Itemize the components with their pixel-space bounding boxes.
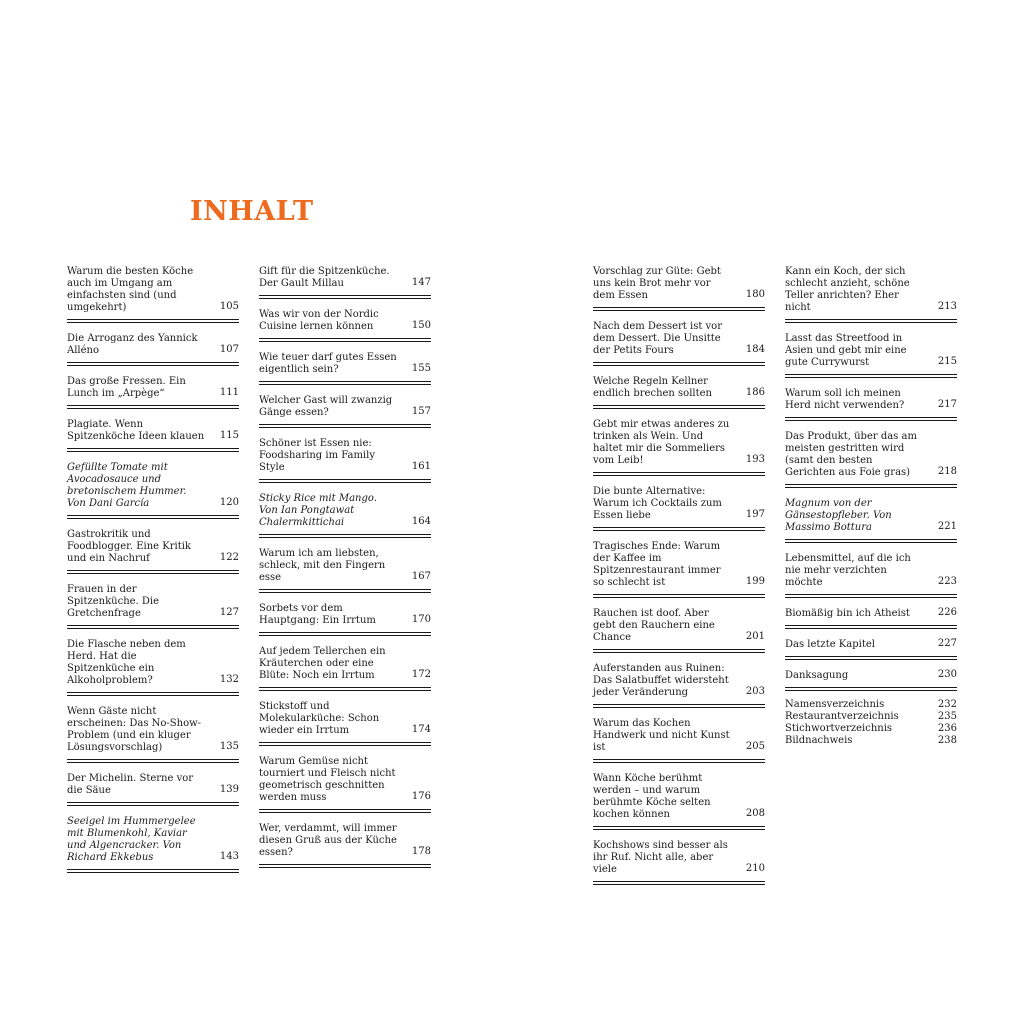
toc-entry-page: 150 — [411, 320, 431, 331]
toc-entry-title: Der Michelin. Sterne vor die Säue — [67, 773, 194, 796]
entry-divider — [785, 417, 957, 421]
index-entry-page: 236 — [937, 723, 957, 734]
toc-entry[interactable] — [593, 716, 765, 759]
toc-entry-page: 223 — [937, 576, 957, 587]
toc-entry[interactable] — [593, 264, 765, 307]
toc-entry-page: 120 — [219, 497, 239, 508]
entry-divider — [785, 484, 957, 488]
toc-entry-page: 218 — [937, 466, 957, 477]
entry-divider — [785, 687, 957, 691]
toc-entry[interactable] — [593, 417, 765, 472]
toc-entry[interactable] — [259, 821, 431, 864]
toc-entry-title: Seeigel im Hummergelee mit Blumenkohl, Kaviar und Algencracker. Von Richard Ekkebus — [67, 816, 196, 863]
toc-column-4 — [785, 264, 957, 747]
toc-entry-page: 143 — [219, 851, 239, 862]
entry-divider — [785, 625, 957, 629]
entry-divider — [593, 704, 765, 708]
entry-divider — [67, 362, 239, 366]
index-list — [785, 699, 957, 747]
index-entry-title: Restaurantverzeichnis — [785, 711, 899, 722]
toc-entry-page: 147 — [411, 277, 431, 288]
toc-entry-page: 205 — [745, 741, 765, 752]
toc-entry[interactable] — [593, 838, 765, 881]
entry-divider — [67, 448, 239, 452]
entry-divider — [593, 826, 765, 830]
toc-entry[interactable] — [785, 637, 957, 656]
toc-entry-title: Das große Fressen. Ein Lunch im „Arpège“ — [67, 376, 186, 399]
toc-entry-page: 193 — [745, 454, 765, 465]
toc-entry[interactable] — [785, 429, 957, 484]
toc-entry-page: 161 — [411, 461, 431, 472]
toc-entry[interactable] — [67, 582, 239, 625]
toc-entry-title: Biomäßig bin ich Atheist — [785, 608, 910, 619]
toc-entry-title: Sticky Rice mit Mango. Von Ian Pongtawat Chalermkittichai — [259, 493, 377, 528]
toc-entry[interactable] — [259, 264, 431, 295]
toc-entry-page: 167 — [411, 571, 431, 582]
toc-entry-page: 186 — [745, 387, 765, 398]
toc-entry-page: 176 — [411, 791, 431, 802]
toc-entry[interactable] — [593, 771, 765, 826]
entry-divider — [593, 472, 765, 476]
toc-entry[interactable] — [67, 814, 239, 869]
toc-entry[interactable] — [593, 539, 765, 594]
toc-entry-title: Warum Gemüse nicht tourniert und Fleisch nicht geometrisch geschnitten werden muss — [259, 756, 396, 803]
toc-entry-page: 127 — [219, 607, 239, 618]
toc-entry-title: Warum soll ich meinen Herd nicht verwenden? — [785, 388, 905, 411]
entry-divider — [593, 594, 765, 598]
toc-entry-title: Auf jedem Tellerchen ein Kräuterchen oder eine Blüte: Noch ein Irrtum — [259, 646, 386, 681]
entry-divider — [593, 881, 765, 885]
index-entry[interactable] — [785, 699, 957, 711]
toc-entry-title: Wie teuer darf gutes Essen eigentlich sein? — [259, 352, 397, 375]
toc-entry-page: 208 — [745, 808, 765, 819]
index-entry-page: 238 — [937, 735, 957, 746]
toc-entry[interactable] — [259, 699, 431, 742]
toc-entry-page: 115 — [219, 430, 239, 441]
toc-entry[interactable] — [67, 771, 239, 802]
toc-entry-page: 139 — [219, 784, 239, 795]
toc-entry[interactable] — [67, 704, 239, 759]
toc-entry[interactable] — [785, 668, 957, 687]
toc-entry[interactable] — [67, 527, 239, 570]
toc-entry-title: Magnum von der Gänsestopfleber. Von Massimo Bottura — [785, 498, 892, 533]
toc-entry-title: Lasst das Streetfood in Asien und gebt mir eine gute Currywurst — [785, 333, 907, 368]
index-entry-title: Stichwortverzeichnis — [785, 723, 893, 734]
toc-entry[interactable] — [67, 264, 239, 319]
toc-entry[interactable] — [593, 319, 765, 362]
entry-divider — [67, 692, 239, 696]
toc-entry[interactable] — [259, 307, 431, 338]
toc-entry-page: 226 — [937, 607, 957, 618]
index-entry[interactable] — [785, 711, 957, 723]
toc-entry-page: 155 — [411, 363, 431, 374]
index-entry[interactable] — [785, 735, 957, 747]
toc-entry-page: 174 — [411, 724, 431, 735]
toc-entry[interactable] — [785, 264, 957, 319]
toc-entry-title: Wenn Gäste nicht erscheinen: Das No-Show-Problem (und ein kluger Lösungsvorschlag) — [67, 706, 202, 753]
entry-divider — [67, 319, 239, 323]
toc-entry-page: 180 — [745, 289, 765, 300]
entry-divider — [67, 869, 239, 873]
entry-divider — [593, 759, 765, 763]
toc-entry-title: Warum die besten Köche auch im Umgang am einfachsten sind (und umgekehrt) — [67, 266, 194, 313]
toc-entry-title: Gefüllte Tomate mit Avocadosauce und bretonischem Hummer. Von Dani García — [67, 462, 187, 509]
toc-entry[interactable] — [593, 661, 765, 704]
toc-entry-page: 135 — [219, 741, 239, 752]
toc-entry[interactable] — [593, 484, 765, 527]
toc-entry-title: Wann Köche berühmt werden – und warum berühmte Köche selten kochen können — [593, 773, 711, 820]
toc-entry[interactable] — [259, 393, 431, 424]
toc-entry-title: Gebt mir etwas anderes zu trinken als Wein. Und haltet mir die Sommeliers vom Leib! — [593, 419, 730, 466]
toc-entry-title: Stickstoff und Molekularküche: Schon wieder ein Irrtum — [259, 701, 380, 736]
entry-divider — [259, 809, 431, 813]
toc-entry-title: Plagiate. Wenn Spitzenköche Ideen klauen — [67, 419, 205, 442]
toc-entry-title: Die Arroganz des Yannick Alléno — [67, 333, 198, 356]
entry-divider — [785, 319, 957, 323]
entry-divider — [259, 381, 431, 385]
toc-entry-title: Das Produkt, über das am meisten gestritten wird (samt den besten Gerichten aus Foie gras) — [785, 431, 917, 478]
toc-entry[interactable] — [259, 350, 431, 381]
toc-entry[interactable] — [785, 331, 957, 374]
toc-entry-page: 201 — [745, 631, 765, 642]
entry-divider — [67, 625, 239, 629]
toc-entry-title: Schöner ist Essen nie: Foodsharing im Family Style — [259, 438, 375, 473]
toc-entry-title: Warum ich am liebsten, schleck, mit den Fingern esse — [259, 548, 386, 583]
index-entry[interactable] — [785, 723, 957, 735]
toc-entry-page: 221 — [937, 521, 957, 532]
toc-entry-title: Die bunte Alternative: Warum ich Cocktails zum Essen liebe — [593, 486, 722, 521]
entry-divider — [259, 632, 431, 636]
entry-divider — [67, 759, 239, 763]
toc-entry-title: Lebensmittel, auf die ich nie mehr verzichten möchte — [785, 553, 911, 588]
index-entry-page: 232 — [937, 699, 957, 710]
toc-entry-title: Vorschlag zur Güte: Gebt uns kein Brot mehr vor dem Essen — [593, 266, 721, 301]
entry-divider — [259, 295, 431, 299]
toc-entry[interactable] — [259, 436, 431, 479]
toc-entry-title: Wer, verdammt, will immer diesen Gruß aus der Küche essen? — [259, 823, 397, 858]
toc-entry[interactable] — [259, 546, 431, 589]
entry-divider — [67, 405, 239, 409]
toc-entry-title: Warum das Kochen Handwerk und nicht Kunst ist — [593, 718, 730, 753]
toc-entry[interactable] — [259, 644, 431, 687]
toc-entry-title: Welcher Gast will zwanzig Gänge essen? — [259, 395, 393, 418]
entry-divider — [259, 742, 431, 746]
index-entry-page: 235 — [937, 711, 957, 722]
toc-entry-title: Danksagung — [785, 670, 849, 681]
entry-divider — [593, 307, 765, 311]
toc-entry-page: 230 — [937, 669, 957, 680]
toc-entry-page: 215 — [937, 356, 957, 367]
toc-entry-page: 132 — [219, 674, 239, 685]
toc-entry-title: Gift für die Spitzenküche. Der Gault Millau — [259, 266, 390, 289]
entry-divider — [259, 479, 431, 483]
toc-entry-title: Auferstanden aus Ruinen: Das Salatbuffet widersteht jeder Veränderung — [593, 663, 729, 698]
toc-entry-page: 213 — [937, 301, 957, 312]
toc-entry-title: Frauen in der Spitzenküche. Die Gretchenfrage — [67, 584, 160, 619]
toc-title: INHALT — [190, 196, 314, 227]
toc-entry-page: 157 — [411, 406, 431, 417]
toc-entry-page: 184 — [745, 344, 765, 355]
toc-entry-title: Was wir von der Nordic Cuisine lernen können — [259, 309, 379, 332]
entry-divider — [593, 649, 765, 653]
toc-entry-title: Sorbets vor dem Hauptgang: Ein Irrtum — [259, 603, 376, 626]
toc-column-2 — [259, 264, 431, 876]
entry-divider — [259, 424, 431, 428]
toc-entry-page: 122 — [219, 552, 239, 563]
toc-entry[interactable] — [67, 374, 239, 405]
entry-divider — [259, 338, 431, 342]
toc-entry-page: 227 — [937, 638, 957, 649]
toc-entry[interactable] — [67, 417, 239, 448]
toc-entry-page: 178 — [411, 846, 431, 857]
toc-entry[interactable] — [67, 637, 239, 692]
toc-entry[interactable] — [785, 551, 957, 594]
toc-entry-title: Welche Regeln Kellner endlich brechen sollten — [593, 376, 712, 399]
toc-entry-title: Kann ein Koch, der sich schlecht anzieht, schöne Teller anrichten? Eher nicht — [785, 266, 910, 313]
entry-divider — [259, 864, 431, 868]
entry-divider — [593, 362, 765, 366]
entry-divider — [259, 534, 431, 538]
entry-divider — [785, 656, 957, 660]
toc-entry-page: 172 — [411, 669, 431, 680]
toc-entry-title: Das letzte Kapitel — [785, 639, 875, 650]
entry-divider — [785, 539, 957, 543]
toc-column-3 — [593, 264, 765, 893]
toc-entry-title: Kochshows sind besser als ihr Ruf. Nicht alle, aber viele — [593, 840, 728, 875]
toc-entry-page: 107 — [219, 344, 239, 355]
entry-divider — [785, 374, 957, 378]
toc-entry[interactable] — [259, 601, 431, 632]
entry-divider — [67, 802, 239, 806]
toc-entry[interactable] — [259, 754, 431, 809]
toc-column-1 — [67, 264, 239, 881]
entry-divider — [259, 687, 431, 691]
toc-entry-page: 170 — [411, 614, 431, 625]
toc-entry[interactable] — [67, 460, 239, 515]
toc-entry-page: 217 — [937, 399, 957, 410]
toc-entry-page: 111 — [219, 387, 239, 398]
entry-divider — [67, 570, 239, 574]
toc-entry-title: Rauchen ist doof. Aber gebt den Rauchern eine Chance — [593, 608, 715, 643]
toc-entry-page: 197 — [745, 509, 765, 520]
entry-divider — [259, 589, 431, 593]
toc-entry[interactable] — [593, 606, 765, 649]
entry-divider — [593, 405, 765, 409]
toc-entry-title: Gastrokritik und Foodblogger. Eine Kritik und ein Nachruf — [67, 529, 191, 564]
toc-entry[interactable] — [785, 606, 957, 625]
toc-entry-title: Tragisches Ende: Warum der Kaffee im Spitzenrestaurant immer so schlecht ist — [593, 541, 721, 588]
toc-entry[interactable] — [67, 331, 239, 362]
toc-entry[interactable] — [785, 386, 957, 417]
toc-entry-page: 203 — [745, 686, 765, 697]
toc-entry[interactable] — [259, 491, 431, 534]
entry-divider — [67, 515, 239, 519]
toc-entry-page: 199 — [745, 576, 765, 587]
toc-entry[interactable] — [593, 374, 765, 405]
toc-entry[interactable] — [785, 496, 957, 539]
toc-entry-page: 105 — [219, 301, 239, 312]
toc-entry-title: Nach dem Dessert ist vor dem Dessert. Die Unsitte der Petits Fours — [593, 321, 722, 356]
index-entry-title: Namensverzeichnis — [785, 699, 885, 710]
entry-divider — [785, 594, 957, 598]
entry-divider — [593, 527, 765, 531]
toc-entry-title: Die Flasche neben dem Herd. Hat die Spitzenküche ein Alkoholproblem? — [67, 639, 186, 686]
toc-entry-page: 210 — [745, 863, 765, 874]
toc-entry-page: 164 — [411, 516, 431, 527]
index-entry-title: Bildnachweis — [785, 735, 853, 746]
